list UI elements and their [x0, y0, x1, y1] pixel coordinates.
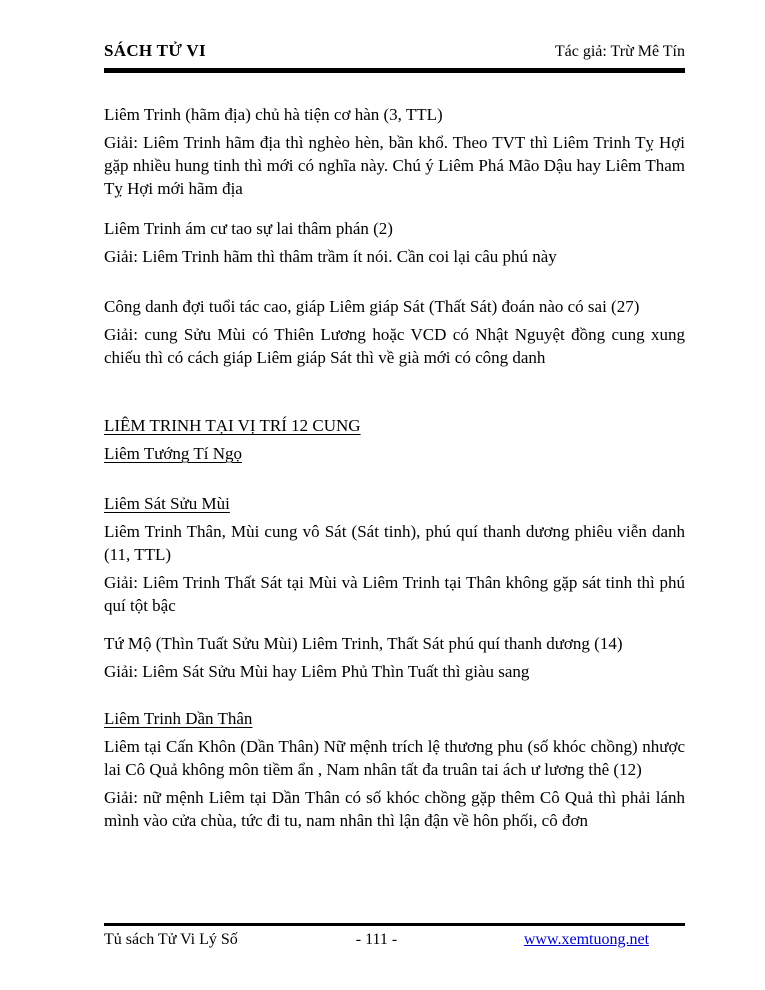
subsection-title: Liêm Sát Sửu Mùi: [104, 494, 230, 513]
page-header: [104, 40, 685, 73]
giai-paragraph: Giải: Liêm Sát Sửu Mùi hay Liêm Phủ Thìn Tuất thì giàu sang: [104, 662, 530, 681]
phu-line: Liêm tại Cấn Khôn (Dần Thân) Nữ mệnh trích lệ thương phu (số khóc chồng) nhược lai Cô Quả không môn tiềm ẩn , Nam nhân tất đa truân tai ách ư lương thê (12): [104, 737, 685, 779]
subsection-title-liem-tuong-ti-ngo: Liêm Tướng Tí Ngọ: [104, 444, 242, 463]
phu-line: Công danh đợi tuổi tác cao, giáp Liêm giáp Sát (Thất Sát) đoán nào có sai (27): [104, 297, 640, 316]
book-title: SÁCH TỬ VI: [104, 41, 206, 60]
giai-paragraph: Giải: cung Sửu Mùi có Thiên Lương hoặc VCD có Nhật Nguyệt đồng cung xung chiếu thì có cách giáp Liêm giáp Sát thì về già mới có công danh: [104, 325, 685, 367]
giai-paragraph: Giải: Liêm Trinh hãm thì thâm trầm ít nói. Cần coi lại câu phú này: [104, 247, 557, 266]
section-phu-cong-danh: [104, 295, 685, 369]
section-tu-mo: [104, 632, 685, 683]
phu-line: Tứ Mộ (Thìn Tuất Sửu Mùi) Liêm Trinh, Thất Sát phú quí thanh dương (14): [104, 634, 623, 653]
website-link[interactable]: www.xemtuong.net: [523, 931, 650, 948]
page-body: [104, 103, 685, 837]
section-phu-am-cu: [104, 217, 685, 268]
giai-paragraph: Giải: nữ mệnh Liêm tại Dần Thân có số khóc chồng gặp thêm Cô Quả thì phải lánh mình vào cửa chùa, tức đi tu, nam nhân thì lận đận về hôn phối, cô đơn: [104, 788, 685, 830]
phu-line: Liêm Trinh ám cư tao sự lai thâm phán (2): [104, 219, 393, 238]
section-liem-trinh-dan-than: [104, 707, 685, 832]
giai-paragraph: Giải: Liêm Trinh hãm địa thì nghèo hèn, bần khổ. Theo TVT thì Liêm Trinh Tỵ Hợi gặp nhiều hung tinh thì mới có nghĩa này. Chú ý Liêm Phá Mão Dậu hay Liêm Tham Tỵ Hợi mới hãm địa: [104, 133, 685, 198]
section-headings-12-cung: [104, 414, 685, 465]
page-footer: [104, 923, 685, 950]
section-phu-ham-dia: [104, 103, 685, 200]
section-liem-sat-suu-mui: [104, 492, 685, 617]
section-title: LIÊM TRINH TẠI VỊ TRÍ 12 CUNG: [104, 416, 361, 435]
phu-line: Liêm Trinh Thân, Mùi cung vô Sát (Sát tinh), phú quí thanh dương phiêu viễn danh (11, TTL): [104, 522, 685, 564]
phu-line: Liêm Trinh (hãm địa) chủ hà tiện cơ hàn (3, TTL): [104, 105, 443, 124]
footer-series-title: Tủ sách Tử Vi Lý Số: [104, 931, 238, 948]
footer-page-number: - 111 -: [355, 931, 398, 948]
subsection-title: Liêm Trinh Dần Thân: [104, 709, 253, 728]
author-credit: Tác giả: Trừ Mê Tín: [554, 43, 685, 60]
giai-paragraph: Giải: Liêm Trinh Thất Sát tại Mùi và Liêm Trinh tại Thân không gặp sát tinh thì phú quí tột bậc: [104, 573, 685, 615]
footer-link-cell: [467, 930, 685, 950]
